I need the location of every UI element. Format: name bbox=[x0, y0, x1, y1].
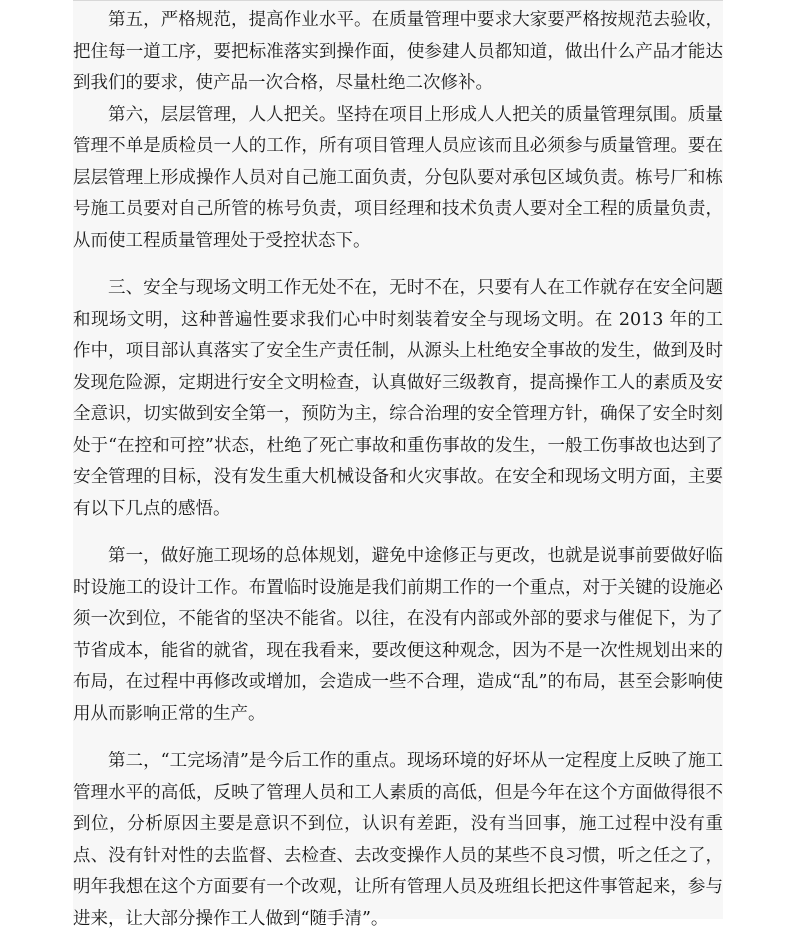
paragraph-spacer bbox=[73, 730, 723, 746]
document-body bbox=[73, 5, 723, 935]
paragraph-first-insight: 第一，做好施工现场的总体规划，避免中途修正与更改，也就是说事前要做好临时设施工的设计工作。布置临时设施是我们前期工作的一个重点，对于关键的设施必须一次到位，不能省的坚决不能省。以往，在没有内部或外部的要求与催促下，为了节省成本，能省的就省，现在我看来，要改便这种观念，因为不是一次性规划出来的布局，在过程中再修改或增加，会造成一些不合理，造成“乱”的布局，甚至会影响使用从而影响正常的生产。 bbox=[73, 546, 723, 724]
paragraph-sixth-point: 第六，层层管理，人人把关。坚持在项目上形成人人把关的质量管理氛围。质量管理不单是质检员一人的工作，所有项目管理人员应该而且必须参与质量管理。要在层层管理上形成操作人员对自己施工面负责，分包队要对承包区域负责。栋号厂和栋号施工员要对自己所管的栋号负责，项目经理和技术负责人要对全工程的质量负责，从而使工程质量管理处于受控状态下。 bbox=[73, 104, 723, 251]
paragraph-safety-section: 三、安全与现场文明工作无处不在，无时不在，只要有人在工作就存在安全问题和现场文明，这种普遍性要求我们心中时刻装着安全与现场文明。在 2013 年的工作中，项目部认真落实了安全生产责任制，从源头上杜绝安全事故的发生，做到及时发现危险源，定期进行安全文明检查，认真做好三级教育，提高操作工人的素质及安全意识，切实做到安全第一，预防为主，综合治理的安全管理方针，确保了安全时刻处于“在控和可控”状态，杜绝了死亡事故和重伤事故的发生，一般工伤事故也达到了安全管理的目标，没有发生重大机械设备和火灾事故。在安全和现场文明方面，主要有以下几点的感悟。 bbox=[73, 278, 723, 519]
paragraph-second-insight: 第二，“工完场清”是今后工作的重点。现场环境的好坏从一定程度上反映了施工管理水平的高低，反映了管理人员和工人素质的高低，但是今年在这个方面做得很不到位，分析原因主要是意识不到位，认识有差距，没有当回事，施工过程中没有重点、没有针对性的去监督、去检查、去改变操作人员的某些不良习惯，听之任之了，明年我想在这个方面要有一个改观，让所有管理人员及班组长把这件事管起来，参与进来，让大部分操作工人做到“随手清”。 bbox=[73, 751, 723, 929]
paragraph-spacer bbox=[73, 257, 723, 273]
paragraph-fifth-point: 第五，严格规范，提高作业水平。在质量管理中要求大家要严格按规范去验收，把住每一道工序，要把标准落实到操作面，使参建人员都知道，做出什么产品才能达到我们的要求，使产品一次合格，尽量杜绝二次修补。 bbox=[73, 10, 723, 93]
document-page bbox=[73, 0, 723, 929]
paragraph-spacer bbox=[73, 525, 723, 541]
